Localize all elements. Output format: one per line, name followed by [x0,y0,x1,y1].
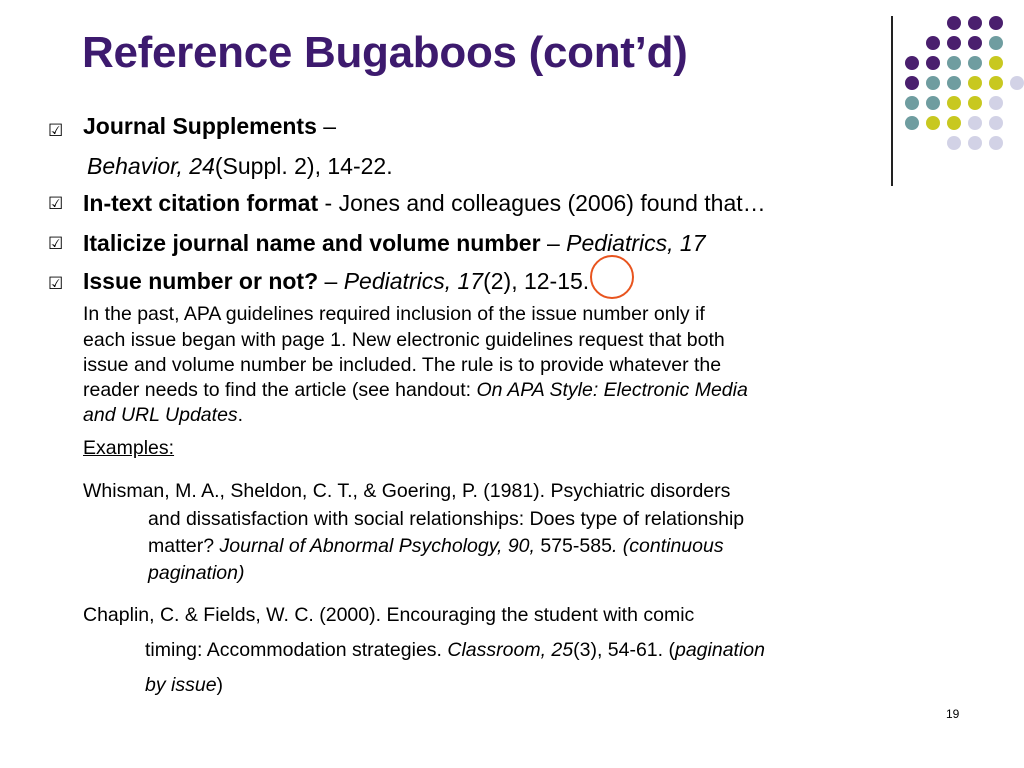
decorative-dot [947,16,961,30]
decorative-dot [947,56,961,70]
bullet-4-rest: (2), 12-15. [483,268,590,294]
decorative-dot [968,116,982,130]
bullet-4-sep: – [318,268,344,294]
decorative-dot [947,76,961,90]
decorative-dot [968,16,982,30]
examples-label-text: Examples: [83,437,175,459]
ref1-journal: Journal of Abnormal Psychology, 90, [219,535,535,557]
bullet-2-rest: - Jones and colleagues (2006) found that… [318,190,766,216]
paragraph-line-3: issue and volume number be included. The rule is to provide whatever the [83,354,722,376]
decorative-dot [989,56,1003,70]
slide-title: Reference Bugaboos (cont’d) [82,28,688,77]
bullet-4-label: Issue number or not? [83,268,319,294]
decorative-dot [926,36,940,50]
checkbox-icon: ☑ [48,234,64,253]
paragraph-line-4 [83,378,748,402]
examples-label [83,436,174,460]
decorative-dot [947,116,961,130]
decorative-dot [989,36,1003,50]
decorative-dot [989,136,1003,150]
handout-title: On APA Style: Electronic Media [476,379,748,401]
decorative-dot [968,136,982,150]
ref2-note: pagination [674,639,765,661]
bullet-1-rest: (Suppl. 2), 14-22. [214,153,393,179]
paragraph-line-5-rest: . [237,404,244,426]
ref1-note: (continuous [622,535,724,557]
decorative-dot [926,76,940,90]
bullet-3-italic: Pediatrics, 17 [566,230,706,256]
decorative-dot [989,16,1003,30]
ref1-line-1: Whisman, M. A., Sheldon, C. T., & Goering, P. (1981). Psychiatric disorders [83,480,731,502]
checkbox-icon: ☑ [48,274,64,293]
handout-title-cont: and URL Updates [83,404,238,426]
ref2-line-2-a: timing: Accommodation strategies. [145,639,448,661]
decorative-dot [968,36,982,50]
ref2-pages: (3), 54-61. ( [573,639,675,661]
decorative-dot [989,96,1003,110]
ref2-note-cont: by issue [145,674,217,696]
bullet-3-sep: – [540,230,567,256]
paragraph-line-2: each issue began with page 1. New electronic guidelines request that both [83,329,725,351]
ref1-line-3 [148,535,724,558]
bullet-3 [83,230,706,257]
bullet-1-sep: – [316,113,337,139]
decorative-dot [1010,76,1024,90]
decorative-dot [947,136,961,150]
paragraph-line-4-text: reader needs to find the article (see handout: [83,379,477,401]
decorative-dot [968,96,982,110]
bullet-2 [83,190,766,217]
ref2-journal: Classroom, 25 [447,639,574,661]
decorative-dot [905,56,919,70]
bullet-1 [83,113,336,140]
decorative-dot [926,56,940,70]
bullet-2-label: In-text citation format [83,190,319,216]
ref1-line-3-a: matter? [148,535,220,557]
decorative-dot [926,116,940,130]
decorative-dot [905,76,919,90]
bullet-1-line2 [87,153,393,180]
ref1-period: . [611,535,623,557]
ref1-line-4 [148,562,245,585]
page-number: 19 [946,707,960,721]
checkbox-icon: ☑ [48,194,64,213]
checkbox-icon: ☑ [48,121,64,140]
decorative-dot [905,96,919,110]
decorative-dot [989,76,1003,90]
bullet-1-label: Journal Supplements [83,113,317,139]
bullet-3-label: Italicize journal name and volume number [83,230,541,256]
decorative-dot [968,56,982,70]
divider-line [891,16,893,186]
decorative-dot [947,36,961,50]
ref1-line-2: and dissatisfaction with social relationships: Does type of relationship [148,508,745,530]
paragraph-line-5 [83,403,243,427]
ref2-close: ) [216,674,224,696]
decorative-dot [947,96,961,110]
decorative-dot [926,96,940,110]
paragraph-line-1: In the past, APA guidelines required inclusion of the issue number only if [83,303,705,325]
decorative-dot [989,116,1003,130]
ref1-note-cont: pagination) [148,562,245,584]
ref2-line-1: Chaplin, C. & Fields, W. C. (2000). Encouraging the student with comic [83,604,695,626]
decorative-dot [968,76,982,90]
issue-number-highlight-circle [590,255,634,299]
ref2-line-2 [145,639,765,662]
bullet-4-italic: Pediatrics, 17 [343,268,484,294]
ref2-line-3 [145,674,223,697]
ref1-pages: 575-585 [534,535,612,557]
decorative-dot [905,116,919,130]
bullet-1-journal: Behavior, 24 [87,153,215,179]
bullet-4 [83,268,589,295]
